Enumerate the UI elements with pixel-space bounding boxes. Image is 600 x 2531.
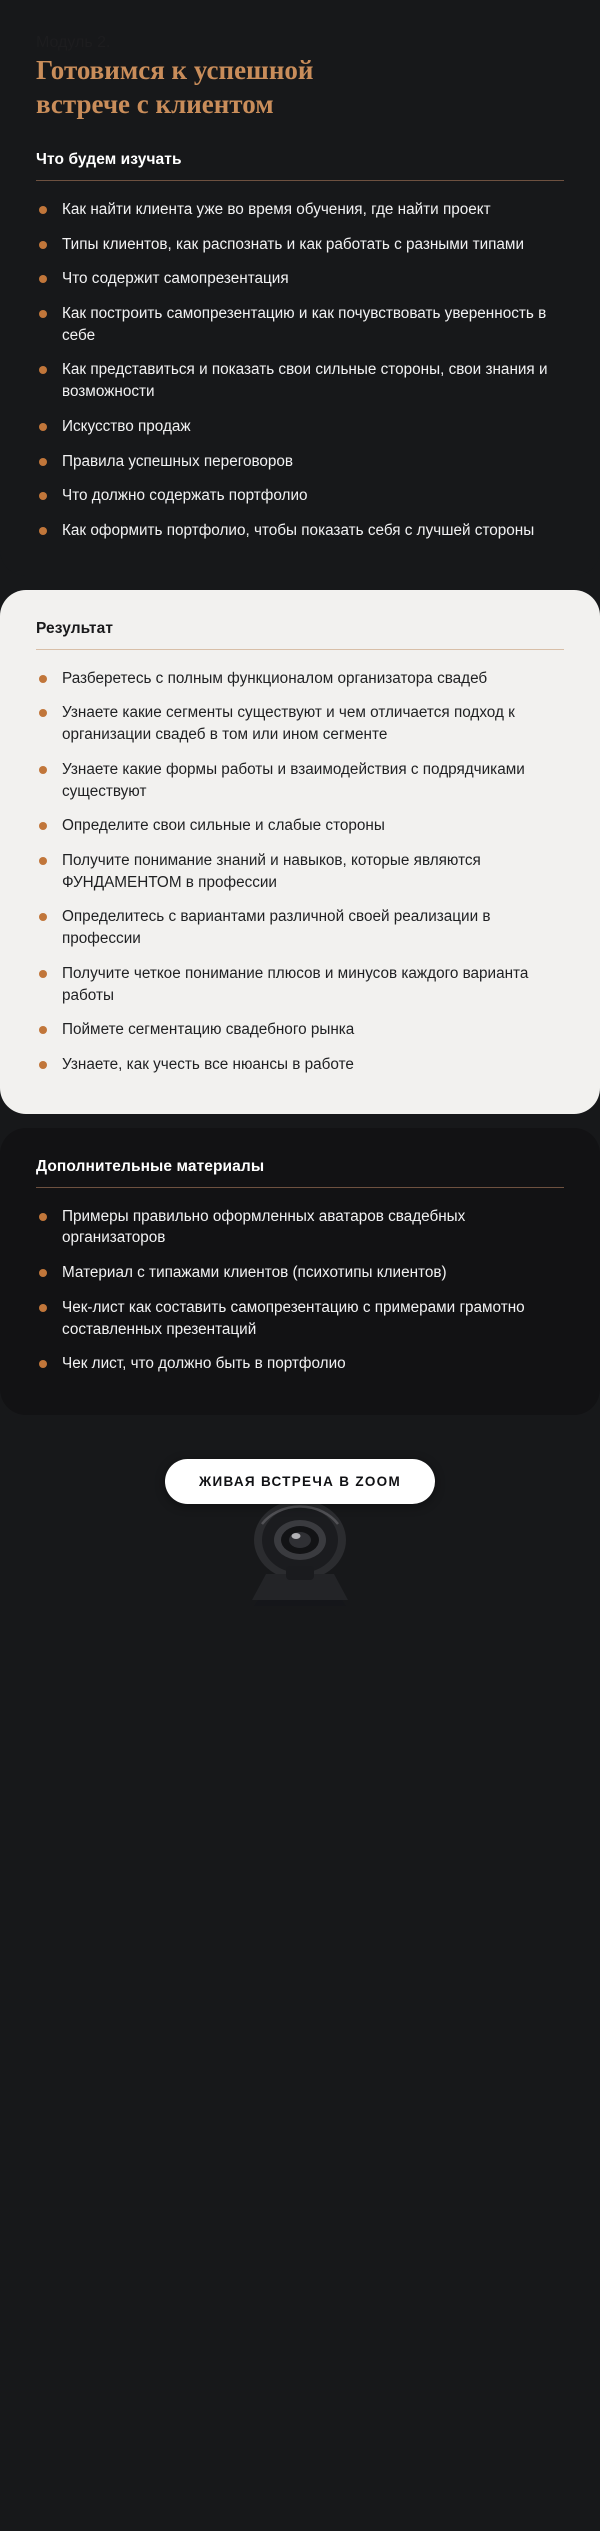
list-item-text: Как представиться и показать свои сильные стороны, свои знания и возможности xyxy=(62,361,548,401)
list-item-text: Узнаете какие формы работы и взаимодействия с подрядчиками существуют xyxy=(62,760,525,800)
list-item xyxy=(36,359,564,402)
list-item xyxy=(36,451,564,473)
list-item xyxy=(36,906,564,949)
list-item-text: Чек лист, что должно быть в портфолио xyxy=(62,1355,346,1373)
list-item xyxy=(36,199,564,221)
module-header-card xyxy=(0,0,600,576)
materials-list xyxy=(36,1206,564,1375)
list-item xyxy=(36,815,564,837)
list-item xyxy=(36,1353,564,1375)
webcam-icon xyxy=(200,1488,400,1608)
module-title-line-1: Готовимся к успешной xyxy=(36,55,314,85)
list-item-text: Получите четкое понимание плюсов и минусов каждого варианта работы xyxy=(62,964,529,1004)
list-item-text: Узнаете, как учесть все нюансы в работе xyxy=(62,1056,354,1074)
module-title-line-2: встрече с клиентом xyxy=(36,89,274,120)
list-item xyxy=(36,702,564,745)
result-list xyxy=(36,668,564,1076)
list-item xyxy=(36,1297,564,1340)
list-item xyxy=(36,1206,564,1249)
list-item-text: Типы клиентов, как распознать и как работать с разными типами xyxy=(62,235,524,253)
list-item xyxy=(36,759,564,802)
zoom-meeting-badge[interactable]: ЖИВАЯ ВСТРЕЧА В ZOOM xyxy=(165,1459,435,1504)
list-item xyxy=(36,268,564,290)
list-item-text: Материал с типажами клиентов (психотипы клиентов) xyxy=(62,1264,447,1282)
module-kicker: Модуль 2. xyxy=(36,34,111,51)
materials-section-title: Дополнительные материалы xyxy=(36,1158,564,1188)
list-item xyxy=(36,668,564,690)
study-section-title: Что будем изучать xyxy=(36,151,564,181)
list-item xyxy=(36,963,564,1006)
list-item-text: Что должно содержать портфолио xyxy=(62,487,308,505)
list-item xyxy=(36,520,564,542)
study-list xyxy=(36,199,564,542)
study-section xyxy=(36,151,564,542)
list-item-text: Как оформить портфолио, чтобы показать себя с лучшей стороны xyxy=(62,521,535,539)
list-item xyxy=(36,850,564,893)
materials-card xyxy=(0,1128,600,1415)
list-item-text: Разберетесь с полным функционалом организатора свадеб xyxy=(62,669,488,687)
result-section-title: Результат xyxy=(36,620,564,650)
list-item xyxy=(36,303,564,346)
result-card xyxy=(0,590,600,1114)
list-item-text: Как построить самопрезентацию и как почувствовать уверенность в себе xyxy=(62,304,547,344)
list-item-text: Чек-лист как составить самопрезентацию с примерами грамотно составленных презентаций xyxy=(62,1298,525,1338)
list-item-text: Получите понимание знаний и навыков, которые являются ФУНДАМЕНТОМ в профессии xyxy=(62,852,481,891)
list-item xyxy=(36,1054,564,1076)
list-item xyxy=(36,1262,564,1284)
footer-zone xyxy=(0,1415,600,2531)
list-item xyxy=(36,234,564,256)
list-item xyxy=(36,416,564,438)
list-item-text: Узнаете какие сегменты существуют и чем отличается подход к организации свадеб в том или ином сегменте xyxy=(62,704,515,744)
list-item-text: Поймете сегментацию свадебного рынка xyxy=(62,1021,355,1039)
list-item-text: Определите свои сильные и слабые стороны xyxy=(62,817,385,835)
webcam-illustration xyxy=(200,1488,400,1613)
list-item-text: Правила успешных переговоров xyxy=(62,452,294,470)
list-item xyxy=(36,485,564,507)
list-item-text: Искусство продаж xyxy=(62,417,191,435)
list-item-text: Определитесь с вариантами различной своей реализации в профессии xyxy=(62,908,491,948)
list-item-text: Примеры правильно оформленных аватаров свадебных организаторов xyxy=(62,1207,466,1247)
list-item xyxy=(36,1019,564,1041)
list-item-text: Как найти клиента уже во время обучения, где найти проект xyxy=(62,200,491,218)
list-item-text: Что содержит самопрезентация xyxy=(62,270,289,288)
